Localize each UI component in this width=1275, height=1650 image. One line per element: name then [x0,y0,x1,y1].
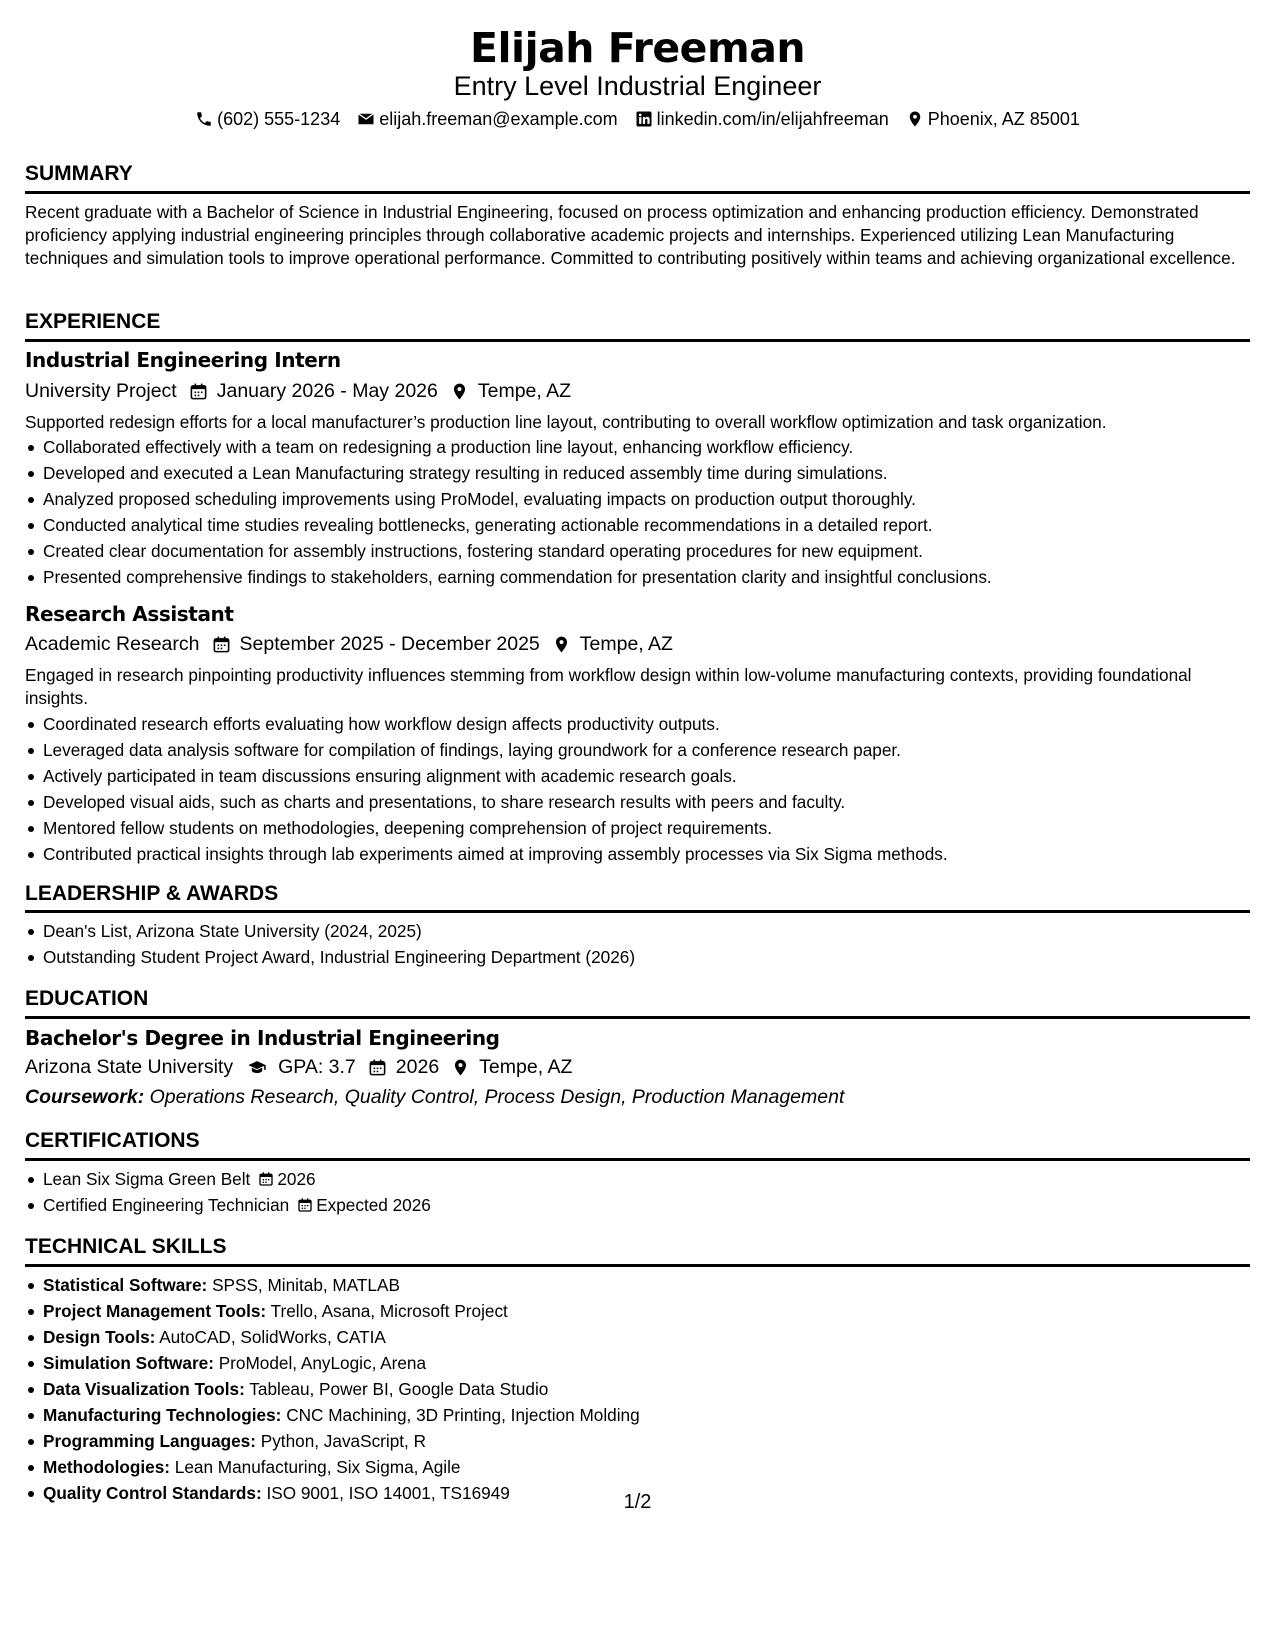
list-item [25,1272,1245,1298]
school-location: Tempe, AZ [479,1055,573,1078]
skill-label: Data Visualization Tools: [43,1379,245,1399]
calendar-icon [189,382,208,401]
calendar-icon [258,1171,274,1187]
cert-name: Lean Six Sigma Green Belt [43,1169,251,1189]
job-description: Supported redesign efforts for a local manufacturer’s production line layout, contributing to overall workflow optimization and task organization. [25,412,1107,432]
list-item: Actively participated in team discussions ensuring alignment with academic research goals. [25,763,1245,789]
list-item [25,1428,1245,1454]
phone-icon [195,110,213,128]
summary-divider [25,191,1250,194]
list-item: Created clear documentation for assembly instructions, fostering standard operating procedures for new equipment. [25,538,1245,564]
list-item [25,1376,1245,1402]
list-item: Leveraged data analysis software for compilation of findings, laying groundwork for a conference research paper. [25,737,1245,763]
contact-email[interactable] [357,109,617,130]
skill-label: Quality Control Standards: [43,1483,262,1503]
job-title-intern: Industrial Engineering Intern [25,348,341,372]
education-heading: EDUCATION [25,987,149,1010]
location-text: Phoenix, AZ 85001 [927,108,1080,129]
contact-location [906,109,1080,130]
skill-label: Statistical Software: [43,1275,208,1295]
contact-bar [25,106,1250,132]
resume-page [25,0,1250,1650]
location-icon [451,1058,470,1077]
candidate-name: Elijah Freeman [469,24,806,72]
education-meta [25,1053,572,1081]
candidate-title: Entry Level Industrial Engineer [453,71,822,101]
job-title-research: Research Assistant [25,602,234,626]
list-item [25,1324,1245,1350]
certifications-divider [25,1158,1250,1161]
summary-heading: SUMMARY [25,162,133,185]
job-org: University Project [25,379,177,402]
contact-linkedin[interactable] [635,109,889,130]
skills-divider [25,1264,1250,1267]
calendar-icon [212,635,231,654]
skill-value: AutoCAD, SolidWorks, CATIA [159,1327,386,1347]
contact-phone [195,109,340,130]
skill-label: Simulation Software: [43,1353,214,1373]
email-text[interactable]: elijah.freeman@example.com [379,108,618,129]
list-item: Developed visual aids, such as charts and presentations, to share research results with peers and faculty. [25,789,1245,815]
skill-label: Manufacturing Technologies: [43,1405,282,1425]
cert-name: Certified Engineering Technician [43,1195,290,1215]
degree-title: Bachelor's Degree in Industrial Engineering [25,1026,500,1050]
skill-label: Project Management Tools: [43,1301,267,1321]
calendar-icon [368,1058,387,1077]
graduation-cap-icon [245,1058,269,1077]
awards-divider [25,910,1250,913]
list-item: Dean's List, Arizona State University (2024, 2025) [25,918,1245,944]
coursework-label: Coursework: [25,1086,145,1108]
list-item: Presented comprehensive findings to stakeholders, earning commendation for presentation clarity and insightful conclusions. [25,564,1245,590]
skill-value: SPSS, Minitab, MATLAB [212,1275,400,1295]
skills-heading: TECHNICAL SKILLS [25,1235,227,1258]
page-number: 1/2 [623,1491,652,1513]
coursework-list: Operations Research, Quality Control, Process Design, Production Management [149,1086,845,1108]
list-item: Outstanding Student Project Award, Industrial Engineering Department (2026) [25,944,1245,970]
awards-heading: LEADERSHIP & AWARDS [25,882,279,905]
list-item: Mentored fellow students on methodologies, deepening comprehension of project requirements. [25,815,1245,841]
skill-label: Design Tools: [43,1327,156,1347]
list-item: Analyzed proposed scheduling improvements using ProModel, evaluating impacts on production output thoroughly. [25,486,1245,512]
skill-value: ProModel, AnyLogic, Arena [218,1353,427,1373]
skill-value: ISO 9001, ISO 14001, TS16949 [266,1483,510,1503]
location-icon [552,635,571,654]
list-item: Contributed practical insights through lab experiments aimed at improving assembly processes via Six Sigma methods. [25,841,1245,867]
skill-label: Methodologies: [43,1457,170,1477]
gpa-text: GPA: 3.7 [278,1055,356,1078]
skill-value: Lean Manufacturing, Six Sigma, Agile [174,1457,461,1477]
list-item: Coordinated research efforts evaluating how workflow design affects productivity outputs. [25,711,1245,737]
awards-list [25,918,1245,970]
education-divider [25,1016,1250,1019]
list-item: Conducted analytical time studies revealing bottlenecks, generating actionable recommendations in a detailed report. [25,512,1245,538]
skill-value: Tableau, Power BI, Google Data Studio [249,1379,549,1399]
experience-heading: EXPERIENCE [25,310,161,333]
summary-text: Recent graduate with a Bachelor of Science in Industrial Engineering, focused on process optimization and enhancing production efficiency. Demonstrated proficiency applying industrial engineering principles through collaborative academic projects and internships. Experienced utilizing Lean Manufacturing techniques and simulation tools to improve operational performance. Committed to contributing positively within teams and achieving organizational excellence. [25,202,1236,268]
job-bullets-research [25,711,1245,867]
certifications-list [25,1166,1245,1218]
location-icon [906,110,924,128]
job-meta-research [25,630,673,658]
phone-text: (602) 555-1234 [217,108,341,129]
list-item: Developed and executed a Lean Manufacturing strategy resulting in reduced assembly time during simulations. [25,460,1245,486]
job-dates: September 2025 - December 2025 [239,632,540,655]
list-item [25,1402,1245,1428]
job-meta-intern [25,377,571,405]
school-name: Arizona State University [25,1055,234,1078]
skill-label: Programming Languages: [43,1431,256,1451]
graduation-year: 2026 [395,1055,440,1078]
location-icon [450,382,469,401]
job-location: Tempe, AZ [579,632,673,655]
skill-value: Trello, Asana, Microsoft Project [270,1301,508,1321]
job-bullets-intern [25,434,1245,590]
job-location: Tempe, AZ [477,379,572,402]
linkedin-text[interactable]: linkedin.com/in/elijahfreeman [656,108,889,129]
list-item [25,1192,1245,1218]
list-item [25,1454,1245,1480]
email-icon [357,110,375,128]
linkedin-icon [635,110,653,128]
skill-value: CNC Machining, 3D Printing, Injection Molding [286,1405,640,1425]
certifications-heading: CERTIFICATIONS [25,1129,200,1152]
calendar-icon [297,1197,313,1213]
cert-date: Expected 2026 [316,1195,431,1215]
list-item [25,1298,1245,1324]
skills-list [25,1272,1245,1506]
list-item [25,1350,1245,1376]
coursework-line [25,1083,844,1111]
cert-date: 2026 [277,1169,316,1189]
skill-value: Python, JavaScript, R [260,1431,427,1451]
job-dates: January 2026 - May 2026 [216,379,438,402]
experience-divider [25,339,1250,342]
list-item: Collaborated effectively with a team on redesigning a production line layout, enhancing workflow efficiency. [25,434,1245,460]
job-description: Engaged in research pinpointing productivity influences stemming from workflow design within low-volume manufacturing contexts, providing foundational insights. [25,665,1192,708]
job-org: Academic Research [25,632,200,655]
list-item [25,1166,1245,1192]
